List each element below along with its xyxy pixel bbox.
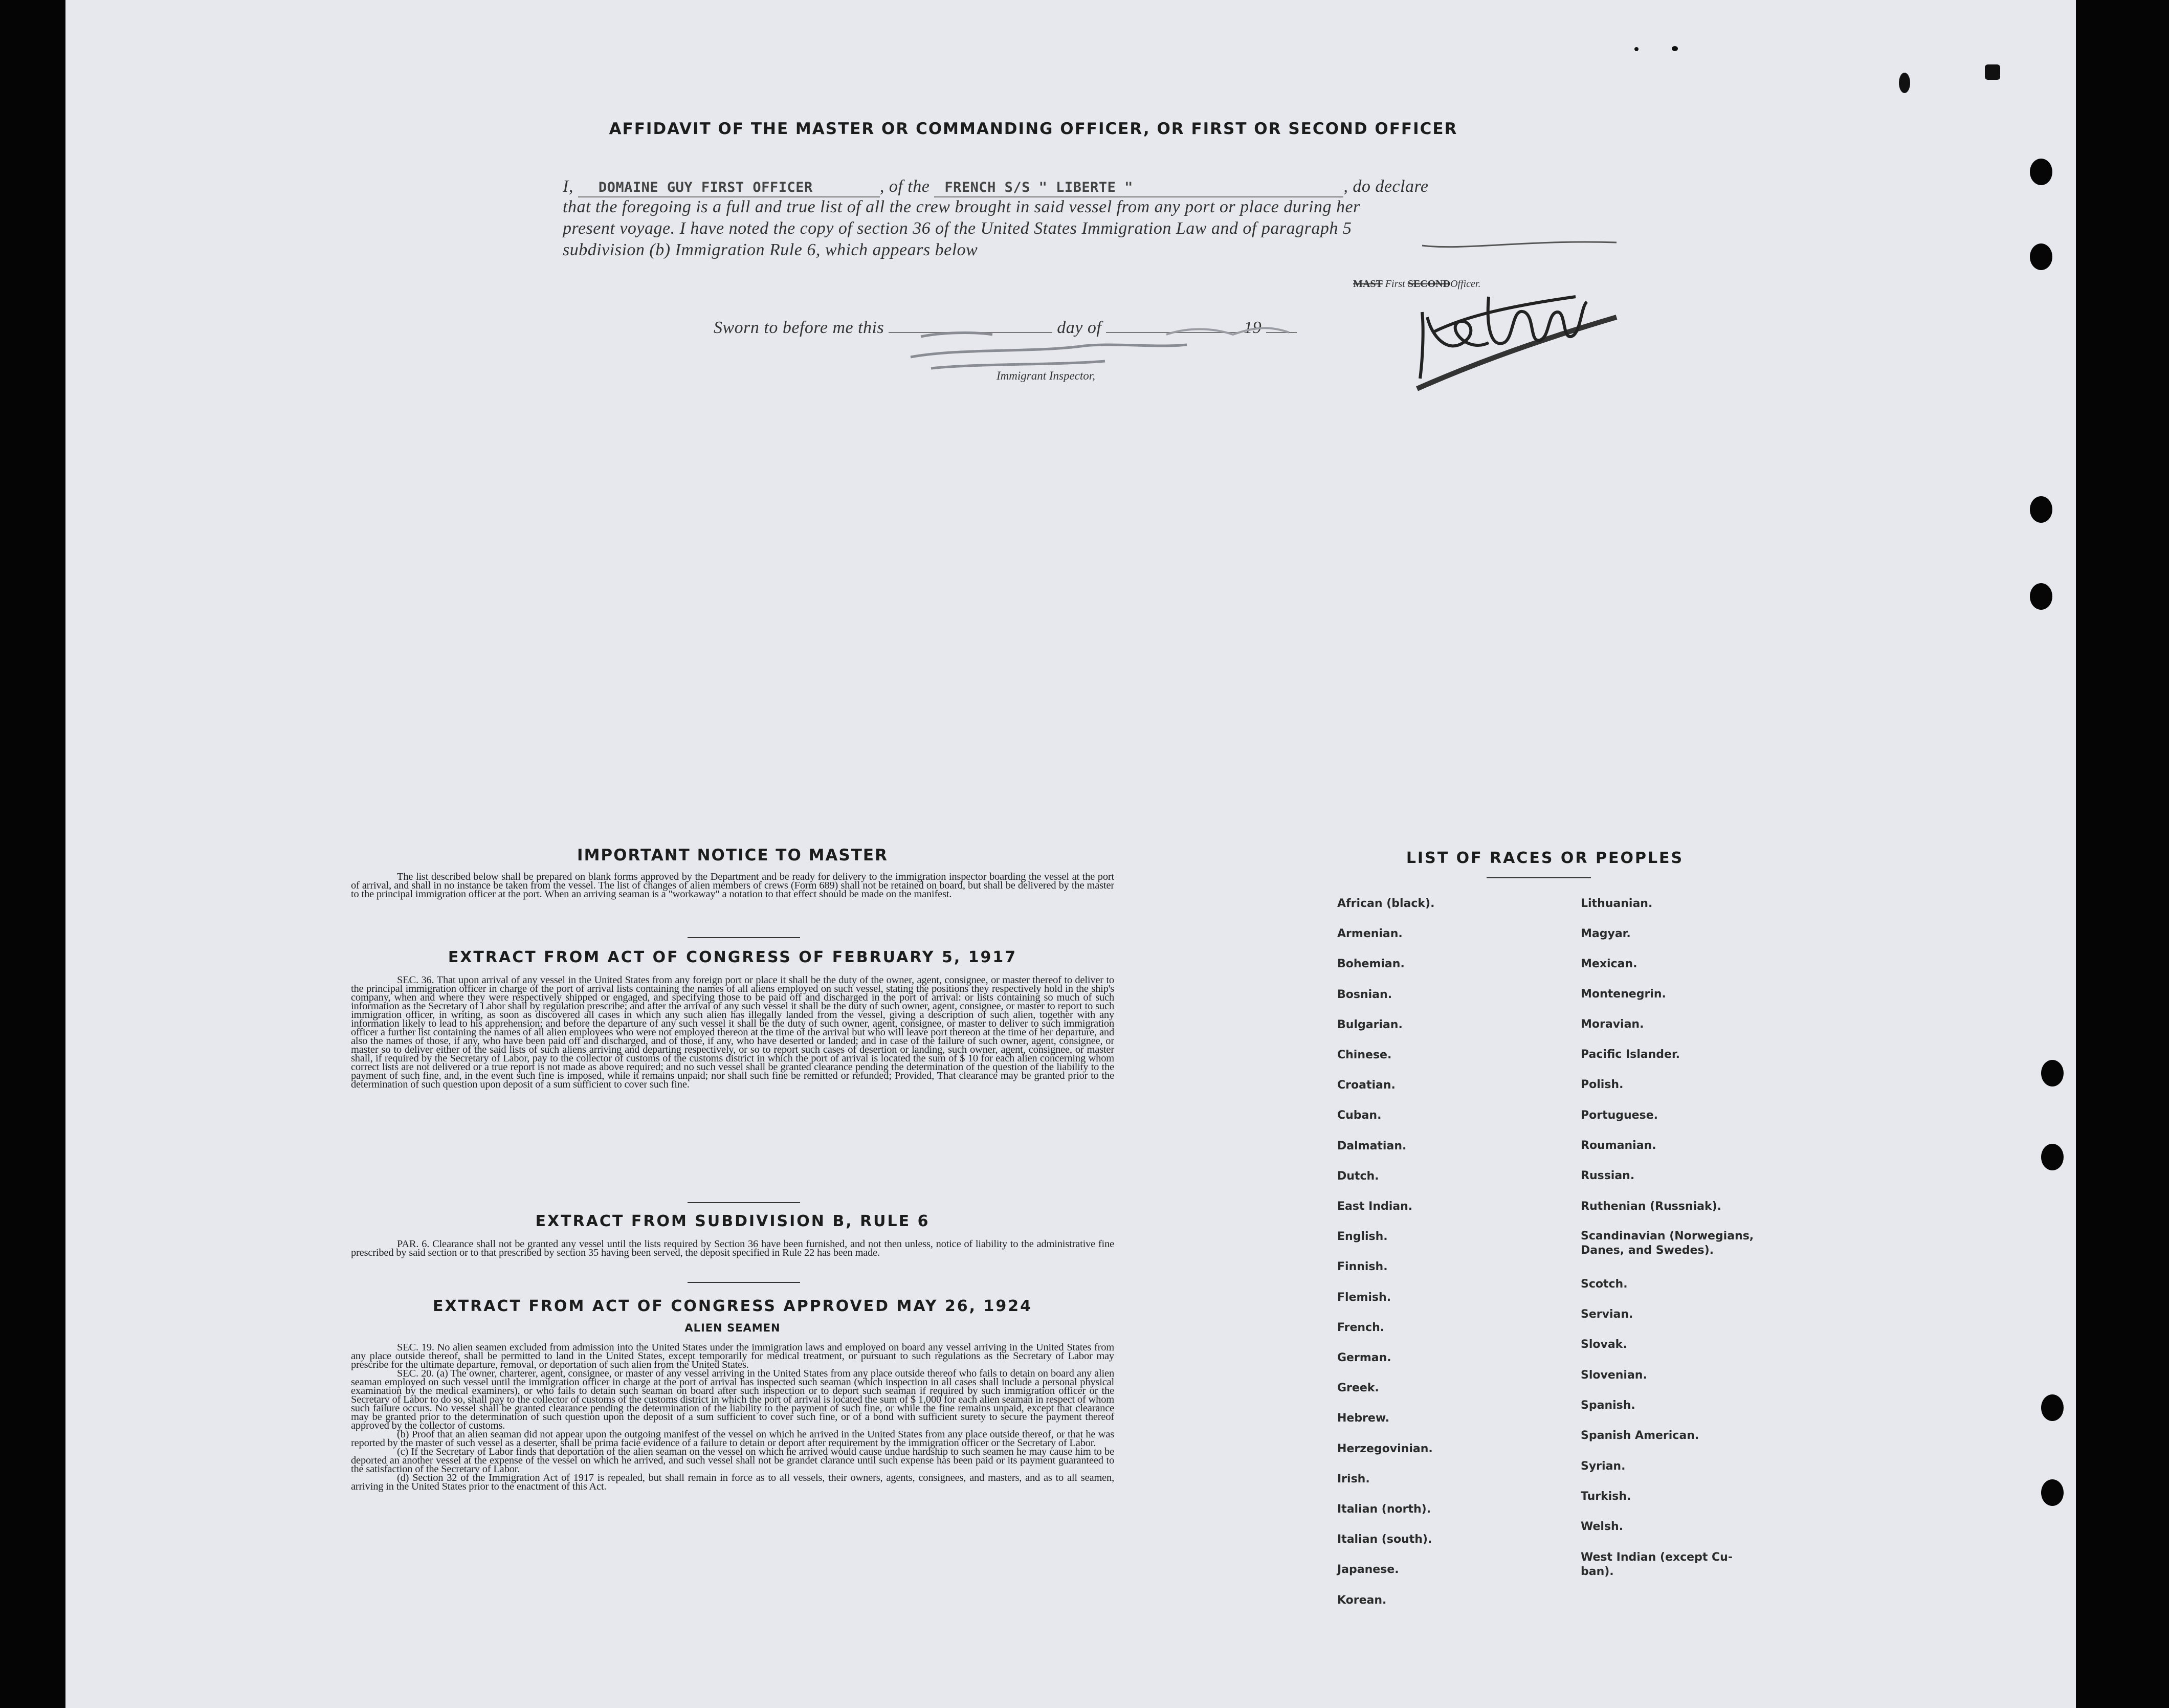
extract-rule6-body: PAR. 6. Clearance shall not be granted any vessel until the lists required by Section 36 have been furnished, and not then unless, notice of liability to the administrative fine prescribed by said section or to that prescribed by section 35 having been served, the deposit specified in Rule 22 has been made.	[351, 1238, 1114, 1258]
divider	[688, 1282, 800, 1283]
race-item: Italian (north).	[1337, 1503, 1431, 1516]
notice-body: The list described below shall be prepared on blank forms approved by the Department and be ready for delivery to the immigration inspector boarding the vessel at the port of arrival, and shall in no instance be taken from the vessel. The list of changes of alien members of crews (Form 689) shall not be retained on board, but shall be delivered by the master to the principal immigration officer at the port. When an arriving seaman is a "workaway" a notation to that effect should be made on the manifest.	[351, 871, 1114, 900]
race-item: Irish.	[1337, 1473, 1370, 1485]
extract-1917-title: EXTRACT FROM ACT OF CONGRESS OF FEBRUARY 5, 1917	[448, 948, 1017, 966]
race-item: Dutch.	[1337, 1170, 1379, 1183]
speck	[1672, 46, 1678, 51]
race-item: Roumanian.	[1581, 1139, 1656, 1152]
race-item: Korean.	[1337, 1594, 1387, 1607]
race-item: Ruthenian (Russniak).	[1581, 1200, 1722, 1213]
race-item: Cuban.	[1337, 1109, 1382, 1122]
race-item: Russian.	[1581, 1169, 1635, 1182]
race-item: Finnish.	[1337, 1260, 1388, 1273]
inspector-label: Immigrant Inspector,	[997, 369, 1095, 382]
race-item: Bohemian.	[1337, 958, 1405, 970]
affidavit-line-2: that the foregoing is a full and true list of all the crew brought in said vessel from any port or place during her	[563, 197, 1360, 216]
year-text: 19	[1244, 318, 1262, 337]
divider	[688, 1202, 800, 1203]
divider	[1487, 877, 1591, 878]
race-item: German.	[1337, 1351, 1391, 1364]
race-item: Welsh.	[1581, 1520, 1624, 1533]
sec-20-b-paragraph: (b) Proof that an alien seaman did not appear upon the outgoing manifest of the vessel on which he arrived in the United States from any place outside thereof, or that he was reported by the master of such vessel as a deserter, shall be prima facie evidence of a failure to detain or deport after requirement by the immigration officer or the Secretary of Labor.	[351, 1429, 1114, 1449]
extract-rule6-title: EXTRACT FROM SUBDIVISION B, RULE 6	[535, 1212, 930, 1230]
struck-second: SECOND	[1407, 278, 1451, 290]
race-item: Flemish.	[1337, 1291, 1391, 1304]
sworn-text: Sworn to before me this	[714, 318, 884, 337]
race-item: Magyar.	[1581, 927, 1631, 940]
race-item: Montenegrin.	[1581, 988, 1666, 1001]
extract-1917-body: SEC. 36. That upon arrival of any vessel in the United States from any foreign port or place it shall be the duty of the owner, agent, consignee, or master thereof to deliver to the principal immigration officer in charge of the port of arrival lists containing the names of all aliens employed on such vessel, stating the positions they respectively hold in the ship's company, when and where they were respectively shipped or engaged, and specifying those to be paid off and discharged in the port of arrival: or lists containing so much of such information as the Secretary of Labor shall by regulation prescribe; and after the arrival of any such vessel it shall be the duty of such owner, agent, consignee, or master to report to such immigration officer, in writing, as soon as discovered all cases in which any such alien has illegally landed from the vessel, giving a description of such alien, together with any information likely to lead to his apprehension; and before the departure of any such vessel it shall be the duty of such owner, agent, consignee, or master to deliver to such immigration officer a further list containing the names of all alien employees who were not employed thereon at the time of the arrival but who will leave port thereon at the time of her departure, and also the names of those, if any, who have been paid off and discharged, and of those, if any, who have deserted or landed; and in case of the failure of such owner, agent, consignee, or master so to deliver either of the said lists of such aliens arriving and departing respectively, or so to report such cases of desertion or landing, such owner, agent, consignee, or master shall, if required by the Secretary of Labor, pay to the collector of customs of the customs district in which the port of arrival is located the sum of $ 10 for each alien concerning whom correct lists are not delivered or a true report is not made as above required; and no such vessel shall be granted clearance pending the determination of the question of the liability to the payment of such fine, and, in the event such fine is imposed, while it remains unpaid; nor shall such fine be remitted or refunded; Provided, That clearance may be granted prior to the determination of such question upon deposit of a sum sufficient to cover such fine.	[351, 974, 1114, 1090]
race-item: Italian (south).	[1337, 1533, 1432, 1546]
race-item: Lithuanian.	[1581, 897, 1653, 910]
speck	[1634, 47, 1639, 51]
race-item: Bosnian.	[1337, 988, 1392, 1001]
race-item: Japanese.	[1337, 1563, 1399, 1576]
race-item: Scotch.	[1581, 1278, 1628, 1291]
race-item: Polish.	[1581, 1078, 1624, 1091]
race-item: African (black).	[1337, 897, 1435, 910]
race-item: Portuguese.	[1581, 1109, 1658, 1122]
race-item: Mexican.	[1581, 958, 1637, 970]
first-text: First	[1385, 278, 1405, 290]
race-item: Chinese.	[1337, 1049, 1392, 1061]
struck-master: MAST	[1353, 278, 1383, 290]
declaration-prefix: I,	[563, 177, 573, 196]
speck	[1985, 64, 2000, 80]
race-item: West Indian (except Cu-	[1581, 1551, 1733, 1564]
race-item: Greek.	[1337, 1382, 1379, 1394]
declaration-suffix: , do declare	[1343, 177, 1429, 196]
punch-hole	[2041, 1394, 2064, 1421]
race-item: Servian.	[1581, 1308, 1633, 1321]
race-item: Hebrew.	[1337, 1412, 1390, 1425]
affidavit-line-4: subdivision (b) Immigration Rule 6, which appears below	[563, 240, 978, 259]
race-item: Bulgarian.	[1337, 1018, 1403, 1031]
speck	[1899, 73, 1910, 93]
punch-hole	[2030, 496, 2052, 523]
race-item: English.	[1337, 1230, 1388, 1243]
race-item: Spanish American.	[1581, 1429, 1699, 1442]
affidavit-line-3: present voyage. I have noted the copy of section 36 of the United States Immigration Law and of paragraph 5	[563, 219, 1352, 238]
sec-19-paragraph: SEC. 19. No alien seamen excluded from admission into the United States under the immigration laws and employed on board any vessel arriving in the United States from any place outside thereof, shall be permitted to land in the United States, except temporarily for medical treatment, or pursuant to such regulations as the Secretary of Labor may prescribe for the ultimate departure, removal, or deportation of such alien from the United States.	[351, 1342, 1114, 1370]
race-item: Croatian.	[1337, 1079, 1396, 1092]
officer-name-field: DOMAINE GUY FIRST OFFICER	[598, 180, 813, 195]
alien-seamen-subtitle: ALIEN SEAMEN	[684, 1322, 781, 1334]
punch-hole	[2041, 1144, 2064, 1170]
divider	[688, 937, 800, 938]
extract-1924-title: EXTRACT FROM ACT OF CONGRESS APPROVED MAY 26, 1924	[433, 1297, 1032, 1315]
officer-signature	[1402, 240, 1617, 394]
sec-20-a-paragraph: SEC. 20. (a) The owner, charterer, agent, consignee, or master of any vessel arriving in the United States from any place outside thereof who fails to detain on board any alien seaman employed on such vessel until the immigration officer in charge at the port of arrival has inspected such seaman (which inspection in all cases shall include a personal physical examination by the medical examiners), or who fails to detain such seaman on board after such inspection or to deport such seaman if required by such immigration officer or the Secretary of Labor to do so, shall pay to the collector of customs of the customs district in which the port of arrival is located the sum of $ 1,000 for each alien seaman in respect of whom such failure occurs. No vessel shall be granted clearance pending the determination of the liability to the payment of such fine, or while the fine remains unpaid, except that clearance may be granted prior to the determination of such question upon the deposit of a sum sufficient to cover such fine, or of a bond with sufficient surety to secure the payment thereof approved by the collector of customs.	[351, 1368, 1114, 1431]
races-title: LIST OF RACES OR PEOPLES	[1406, 849, 1684, 867]
race-item: Pacific Islander.	[1581, 1048, 1680, 1061]
race-item: Slovak.	[1581, 1338, 1627, 1351]
extract-1924-body	[351, 1343, 1114, 1491]
vessel-field: FRENCH S/S " LIBERTE "	[944, 180, 1133, 195]
race-item: Armenian.	[1337, 927, 1403, 940]
officer-suffix: Officer.	[1450, 278, 1481, 290]
punch-hole	[2030, 159, 2052, 185]
affidavit-title: AFFIDAVIT OF THE MASTER OR COMMANDING OFFICER, OR FIRST OR SECOND OFFICER	[609, 120, 1458, 138]
race-item: Danes, and Swedes).	[1581, 1244, 1714, 1257]
race-item: Slovenian.	[1581, 1369, 1647, 1382]
race-item: Scandinavian (Norwegians,	[1581, 1230, 1754, 1243]
punch-hole	[2030, 243, 2052, 270]
notice-title: IMPORTANT NOTICE TO MASTER	[577, 846, 888, 864]
sec-20-d-paragraph: (d) Section 32 of the Immigration Act of 1917 is repealed, but shall remain in force as to all vessels, their owners, agents, consignees, and masters, and as to all seamen, arriving in the United States prior to the enactment of this Act.	[351, 1472, 1114, 1492]
day-of-text: day of	[1057, 318, 1102, 337]
race-item: Dalmatian.	[1337, 1140, 1407, 1152]
race-item: East Indian.	[1337, 1200, 1413, 1213]
race-item: Herzegovinian.	[1337, 1443, 1433, 1455]
affidavit-declaration-line	[563, 177, 1429, 197]
race-item: Turkish.	[1581, 1490, 1631, 1503]
race-item: French.	[1337, 1321, 1385, 1334]
race-item: Spanish.	[1581, 1399, 1635, 1412]
of-the-text: , of the	[879, 177, 930, 196]
punch-hole	[2041, 1479, 2064, 1506]
punch-hole	[2030, 583, 2052, 610]
sec-20-c-paragraph: (c) If the Secretary of Labor finds that deportation of the alien seaman on the vessel on which he arrived would cause undue hardship to such seamen he may cause him to be deported an another vessel at the expense of the vessel on which he arrived, and such vessel shall not be grandet clarance until such expense has been paid or its payment guaranteed to the satisfaction of the Secretary of Labor.	[351, 1446, 1114, 1475]
race-item: ban).	[1581, 1565, 1614, 1578]
race-item: Syrian.	[1581, 1460, 1626, 1473]
inspector-scribble	[900, 312, 1310, 379]
punch-hole	[2041, 1060, 2064, 1086]
race-item: Moravian.	[1581, 1018, 1644, 1031]
